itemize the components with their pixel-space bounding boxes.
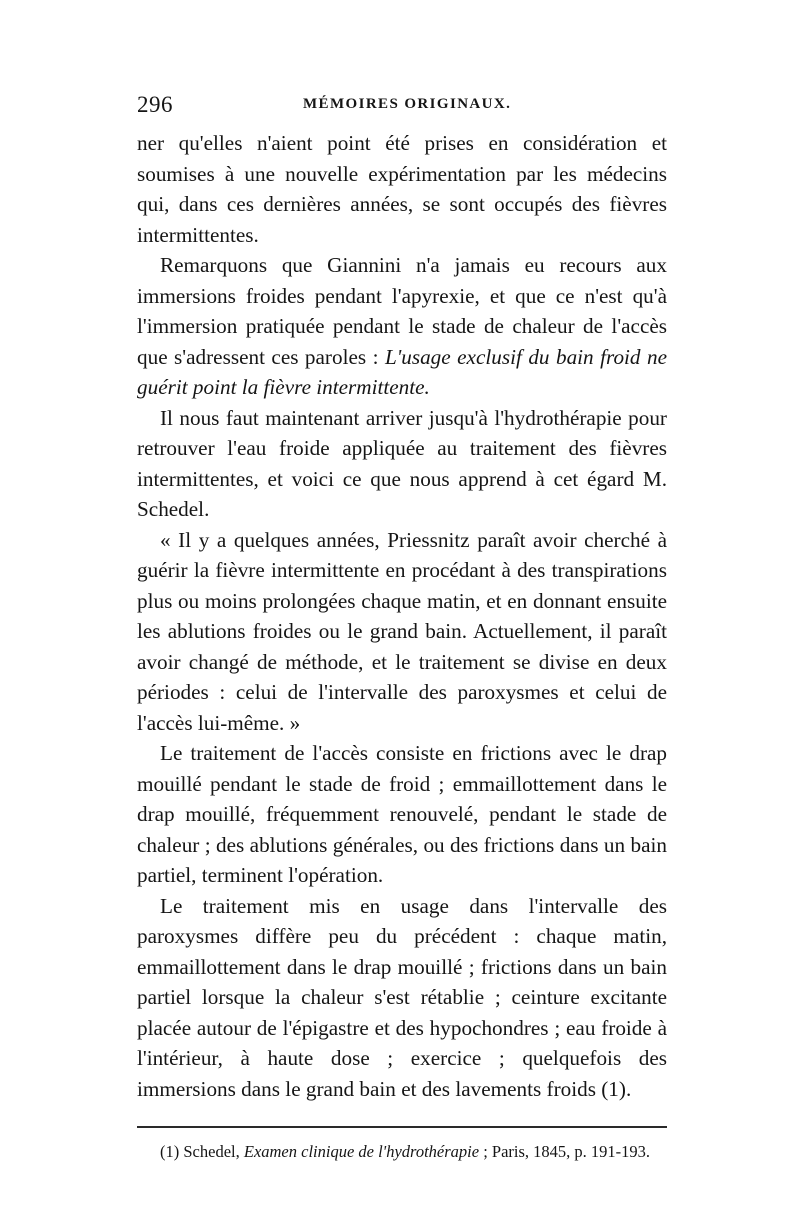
paragraph: Il nous faut maintenant arriver jusqu'à l'hydrothérapie pour retrouver l'eau froide appliquée au traitement des fièvres intermittentes, et voici ce que nous apprend à cet égard M. Schedel. [137, 405, 667, 521]
book-page [137, 92, 667, 1164]
body-text [137, 128, 667, 1104]
italic-quotation: L'usage exclusif du bain froid ne guérit point la fièvre intermittente. [137, 344, 667, 399]
paragraph: ner qu'elles n'aient point été prises en considération et soumises à une nouvelle expérimentation par les médecins qui, dans ces dernières années, se sont occupés des fièvres intermittentes. [137, 131, 667, 247]
paragraph-text: Remarquons que Giannini n'a jamais eu recours aux immersions froides pendant l'apyrexie, et que ce n'est qu'à l'immersion pratiquée pendant le stade de chaleur de l'accès que s'adressent ces paroles : [137, 253, 667, 369]
footnote [137, 1140, 667, 1164]
footnote-title: Examen clinique de l'hydrothérapie [243, 1142, 480, 1161]
footnote-citation: ; Paris, 1845, p. 191-193. [479, 1142, 651, 1161]
paragraph: Le traitement de l'accès consiste en frictions avec le drap mouillé pendant le stade de froid ; emmaillottement dans le drap mouillé, fréquemment renouvelé, pendant le stade de chaleur ; des ablutions générales, ou des frictions dans un bain partiel, terminent l'opération. [137, 741, 667, 887]
footnote-marker-author: (1) Schedel, [160, 1142, 244, 1161]
paragraph: Le traitement mis en usage dans l'intervalle des paroxysmes diffère peu du précédent : chaque matin, emmaillottement dans le drap mouillé ; frictions dans un bain partiel lorsque la chaleur s'est rétablie ; ceinture excitante placée autour de l'épigastre et des hypochondres ; eau froide à l'intérieur, à haute dose ; exercice ; quelquefois des immersions dans le grand bain et des lavements froids (1). [137, 893, 667, 1101]
quoted-paragraph: « Il y a quelques années, Priessnitz paraît avoir cherché à guérir la fièvre intermittente en procédant à des transpirations plus ou moins prolongées chaque matin, et en donnant ensuite les ablutions froides ou le grand bain. Actuellement, il paraît avoir changé de méthode, et le traitement se divise en deux périodes : celui de l'intervalle des paroxysmes et celui de l'accès lui-même. » [137, 527, 667, 735]
paragraph [137, 250, 667, 403]
running-header [137, 92, 667, 128]
running-title: MÉMOIRES ORIGINAUX. [303, 96, 512, 112]
page-number: 296 [137, 92, 173, 117]
footnote-rule [137, 1126, 667, 1128]
